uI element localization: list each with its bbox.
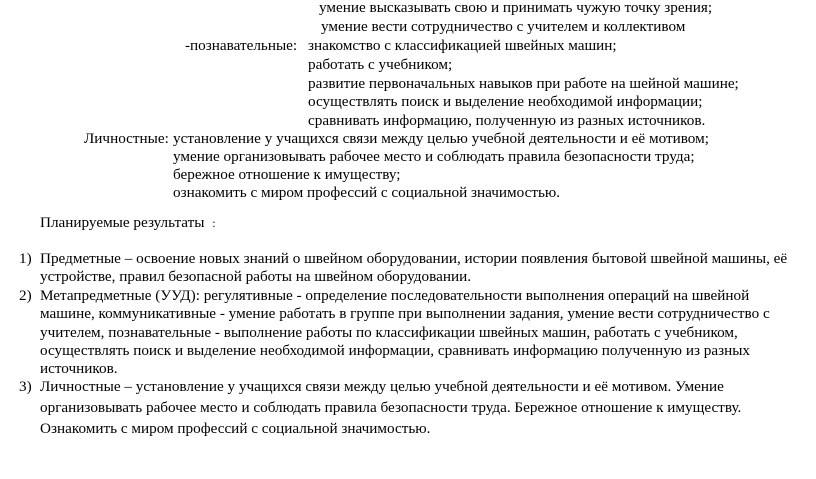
list-item-line: Метапредметные (УУД): регулятивные - определение последовательности выполнения операций на швейной [40, 287, 750, 304]
personal-label: Личностные: [84, 130, 169, 147]
personal-line: ознакомить с миром профессий с социальной значимостью. [173, 184, 561, 201]
heading-text: Планируемые результаты [40, 214, 205, 231]
list-item-line: машине, коммуникативные - умение работать в группе при выполнении задания, умение вести сотрудничество с [40, 305, 770, 322]
list-item-line: организовывать рабочее место и соблюдать правила безопасности труда. Бережное отношение к имуществу. [40, 399, 742, 416]
cognitive-line: осуществлять поиск и выделение необходимой информации; [308, 93, 703, 110]
list-item-line: Ознакомить с миром профессий с социальной значимостью. [40, 420, 431, 437]
list-item-line: устройстве, правил безопасной работы на швейном оборудовании. [40, 268, 472, 285]
list-item-line: осуществлять поиск и выделение необходимой информации, сравнивать информацию полученную из разных [40, 342, 751, 359]
list-item-line: Личностные – установление у учащихся связи между целью учебной деятельности и её мотивом. Умение [40, 378, 724, 395]
cognitive-line: знакомство с классификацией швейных машин; [308, 37, 617, 54]
list-number: 2) [19, 287, 32, 304]
cognitive-line: работать с учебником; [308, 56, 453, 73]
list-item-line: учителем, познавательные - выполнение работы по классификации швейных машин, работать с учебником, [40, 324, 738, 341]
cognitive-line: развитие первоначальных навыков при работе на шейной машине; [308, 75, 739, 92]
planned-results-heading [40, 213, 216, 233]
cognitive-label: -познавательные: [185, 37, 298, 54]
list-item-line: Предметные – освоение новых знаний о швейном оборудовании, истории появления бытовой швейной машины, её [40, 250, 788, 267]
list-number: 3) [19, 378, 32, 395]
personal-line: умение организовывать рабочее место и соблюдать правила безопасности труда; [173, 148, 695, 165]
personal-line: бережное отношение к имуществу; [173, 166, 401, 183]
list-number: 1) [19, 250, 32, 267]
heading-colon: : [212, 216, 216, 230]
communicative-line: умение высказывать свою и принимать чужую точку зрения; [319, 0, 713, 16]
personal-line: установление у учащихся связи между целью учебной деятельности и её мотивом; [173, 130, 709, 147]
cognitive-line: сравнивать информацию, полученную из разных источников. [308, 112, 706, 129]
communicative-line: умение вести сотрудничество с учителем и коллективом [321, 18, 686, 35]
list-item-line: источников. [40, 360, 118, 377]
